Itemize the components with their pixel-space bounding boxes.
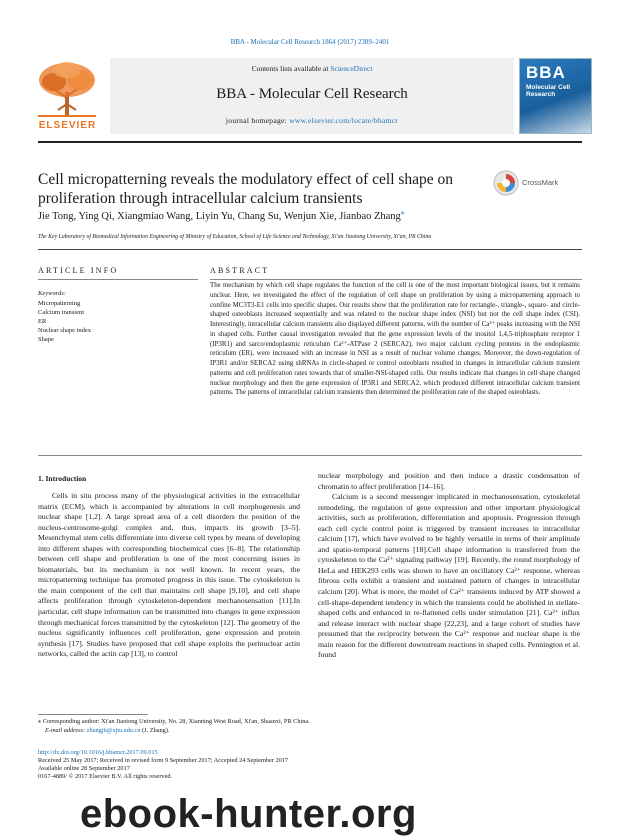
intro-paragraph-continued: nuclear morphology and position and then induce a drastic condensation of chromatin to affect proliferation [14–16]. bbox=[318, 471, 580, 491]
corresponding-author-mark[interactable]: ⁎ bbox=[400, 207, 405, 217]
watermark-overlay: ebook-hunter.org bbox=[80, 792, 417, 836]
copyright-line: 0167-4889/ © 2017 Elsevier B.V. All rights reserved. bbox=[38, 773, 173, 780]
keyword-list bbox=[38, 299, 91, 344]
online-date: Available online 28 September 2017 bbox=[38, 765, 130, 772]
journal-banner bbox=[110, 58, 514, 134]
journal-homepage bbox=[110, 116, 514, 125]
homepage-link[interactable]: www.elsevier.com/locate/bbamcr bbox=[289, 116, 399, 125]
sciencedirect-link[interactable]: ScienceDirect bbox=[330, 64, 373, 73]
body-column-left bbox=[38, 491, 300, 660]
article-info-rule bbox=[38, 279, 198, 280]
footnote-rule bbox=[38, 714, 148, 715]
article-info-heading: ARTICLE INFO bbox=[38, 266, 119, 275]
contents-prefix: Contents lists available at bbox=[251, 64, 331, 73]
abstract-heading-rule bbox=[210, 279, 582, 280]
abstract-bottom-rule bbox=[38, 455, 582, 456]
corresponding-author-note: ⁎ Corresponding author: Xi'an Jiaotong University, No. 28, Xianning West Road, Xi'an, Shaanxi, PR China. bbox=[38, 718, 310, 725]
journal-reference-link[interactable]: BBA - Molecular Cell Research 1864 (2017) 2389–2401 bbox=[230, 38, 390, 46]
crossmark-icon bbox=[493, 170, 519, 196]
journal-reference[interactable] bbox=[0, 38, 620, 46]
introduction-heading: 1. Introduction bbox=[38, 474, 87, 483]
keyword-item: ER bbox=[38, 318, 47, 325]
abstract-heading: ABSTRACT bbox=[210, 266, 270, 275]
email-line bbox=[38, 727, 585, 735]
homepage-prefix: journal homepage: bbox=[225, 116, 290, 125]
authors-text: Jie Tong, Ying Qi, Xiangmiao Wang, Liyin Yu, Chang Su, Wenjun Xie, Jianbao Zhang bbox=[38, 211, 401, 222]
cover-subtitle: Molecular Cell Research bbox=[526, 84, 571, 98]
crossmark-badge[interactable] bbox=[493, 170, 573, 196]
author-list bbox=[38, 207, 578, 222]
intro-paragraph-2: Calcium is a second messenger implicated in mechanosensation, cytoskeletal remodeling, the regulation of gene expression and other important physiological activities, such as proliferation, differentiation and apoptosis. Progression through each cell cycle control point is triggered by transient increases in intracellular calcium [17], which have evolved to be highly versatile in terms of their amplitude and spatio-temporal patterns [18].Cell shape information is transferred from the cytoskeleton to the Ca²⁺ signaling pathway [19]. Recently, the round morphology of HeLa and HEK293 cells was shown to have an oscillatory Ca²⁺ response, whereas fibrous cells exhibit a transient and sustained pattern of changes in intracellular calcium [20]. What is more, the model of Ca²⁺ transients induced by ATP showed a cell-shape-dependent tendency in which the transients could be abolished in stellate-shaped cells and enhanced in re-flattened cells under stimulation [21]. Ca²⁺ influx and release interact with nuclear shape [22,23], and a large cohort of studies have presumed that the reciprocity between the Ca²⁺ response and nuclear shape is the main reason for the different downstream reactions in shaped cells. Pennington et al. found bbox=[318, 492, 580, 660]
body-column-right bbox=[318, 471, 580, 661]
affiliation-rule bbox=[38, 249, 582, 250]
affiliation: The Key Laboratory of Biomedical Information Engineering of Ministry of Education, School of Life Science and Technology, Xi'an Jiaotong University, Xi'an, PR China bbox=[38, 234, 432, 240]
journal-cover-thumbnail bbox=[519, 58, 592, 134]
header-rule bbox=[38, 141, 582, 143]
keyword-item: Nuclear shape index bbox=[38, 327, 92, 334]
article-title: Cell micropatterning reveals the modulatory effect of cell shape on proliferation through intracellular calcium transients bbox=[38, 171, 454, 207]
keyword-item: Shape bbox=[38, 336, 54, 343]
journal-title: BBA - Molecular Cell Research bbox=[216, 86, 408, 102]
cover-title: BBA bbox=[526, 63, 566, 82]
keywords-label: Keywords: bbox=[38, 290, 66, 297]
doi-link[interactable]: http://dx.doi.org/10.1016/j.bbamcr.2017.09.015 bbox=[38, 749, 158, 756]
elsevier-wordmark: ELSEVIER bbox=[38, 120, 97, 131]
intro-paragraph-1: Cells in situ process many of the physiological activities in the extracellular matrix (ECM), which is accompanied by alterations in cell morphogenesis and nuclear shape [1,2]. A large spread area of a cell disorders the position of the nucleus-centrosome-golgi complex and, thus, impacts its growth [3–5]. Mesenchymal stem cells differentiate into diverse cell types by means of developing into different shapes with corresponding biochemical cues [6–8]. The relationship between cell shape and proliferation is one of the most concerning issues in biomaterials, but its mechanism is not well known. In recent years, the micropatterning technique has promoted progress in this issue. The cytoskeleton is the main component of the cell that maintains cell shape [9,10], and cell shape affects proliferation through cytoskeleton-dependent mechanosensation [11].In particular, cell shape information can be transmitted into changes in gene expression through mechanical forces transmitted by the cytoskeleton [12]. The geometry of the nucleus significantly influences cell proliferation, gene expression and protein synthesis [17]. Studies have proposed that cell shape exploits the perinuclear actin networks, called the actin cap [13], to control bbox=[38, 491, 300, 659]
email-link[interactable]: zhangjb@xjtu.edu.cn bbox=[86, 727, 141, 734]
received-dates: Received 25 May 2017; Received in revised form 9 September 2017; Accepted 24 September 2017 bbox=[38, 757, 289, 764]
abstract-text: The mechanism by which cell shape regulates the function of the cell is one of the most important biological issues, but it remains unclear. Here, we investigated the effect of the regulation of cell shape on proliferation by using a micropatterning approach to confine MC3T3-E1 cells into specific shapes. Our results show that the proliferation rate for rectangle-, triangle-, square- and circle-shaped osteoblasts increased sequentially and was related to the nuclear shape index (NSI) but not the cell shape index (CSI). Interestingly, intracellular calcium transients also displayed different patterns, with the number of Ca²⁺ peaks increasing with the NSI in shaped cells. Further causal investigation revealed that the gene expression levels of the inositol 1,4,5-triphosphate receptor 1 (IP3R1) and sarco/endoplasmic reticulum Ca²⁺-ATPase 2 (SERCA2), two major calcium cycling proteins in the endoplasmic reticulum (ER), were increased with an increase in NSI as a result of nuclear volume changes. Moreover, the down-regulation of IP3R1 and/or SERCA2 using shRNAs in circle-shaped or control osteoblasts resulted in changes in intracellular calcium transient patterns and cell proliferation rates towards that of smaller-NSI-shaped cells. Our results indicate that changes in cell shape changed nuclear morphology and then the gene expression of IP3R1 and SERCA2, which produced different intracellular calcium transient patterns. The patterns of intracellular calcium transients then determined the proliferation rate of the shaped osteoblasts. bbox=[210, 282, 580, 397]
journal-header bbox=[30, 58, 590, 134]
keyword-item: Micropatterning bbox=[38, 300, 81, 307]
elsevier-tree-logo-icon bbox=[30, 58, 105, 133]
email-label: E-mail address: bbox=[45, 727, 87, 734]
email-suffix: (J. Zhang). bbox=[140, 727, 170, 734]
crossmark-label: CrossMark bbox=[522, 178, 559, 187]
doi-line[interactable] bbox=[38, 749, 578, 757]
keyword-item: Calcium transient bbox=[38, 309, 85, 316]
contents-line bbox=[110, 64, 514, 73]
